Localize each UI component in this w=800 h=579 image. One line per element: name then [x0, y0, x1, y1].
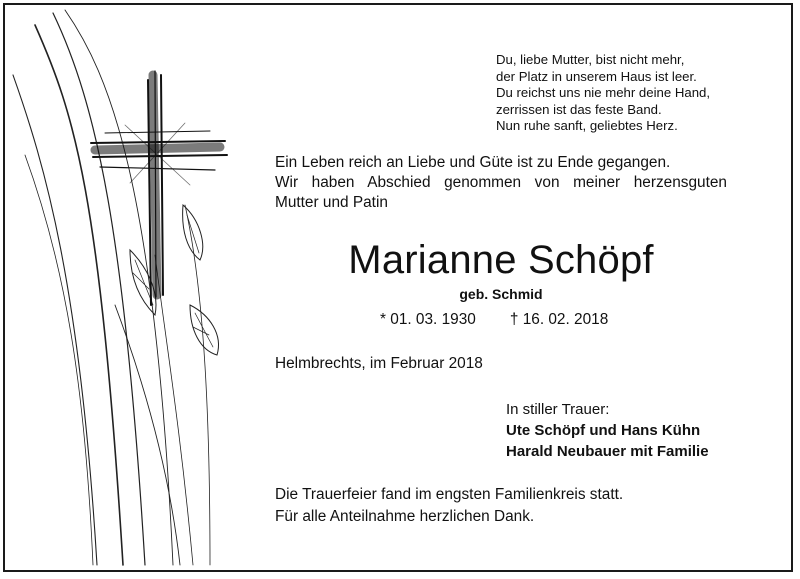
mourner-name: Ute Schöpf und Hans Kühn [506, 422, 701, 439]
closing-text [275, 484, 623, 528]
life-dates [380, 311, 608, 329]
birth-date: * 01. 03. 1930 [380, 311, 476, 328]
closing-line: Die Trauerfeier fand im engsten Familienkreis statt. [275, 486, 624, 503]
poem-line: Du, liebe Mutter, bist nicht mehr, [496, 52, 685, 67]
mourners-heading: In stiller Trauer: [506, 401, 610, 418]
intro-line: Mutter und Patin [275, 194, 388, 211]
cross-and-wheat-illustration [5, 5, 255, 570]
deceased-name: Marianne Schöpf [348, 238, 654, 282]
intro-line: Ein Leben reich an Liebe und Güte ist zu Ende gegangen. [275, 154, 671, 171]
memorial-poem [496, 52, 710, 135]
poem-line: Nun ruhe sanft, geliebtes Herz. [496, 118, 678, 134]
maiden-name: geb. Schmid [459, 286, 543, 302]
poem-line: der Platz in unserem Haus ist leer. [496, 68, 697, 84]
place-and-date: Helmbrechts, im Februar 2018 [275, 355, 483, 372]
mourners-block [506, 399, 709, 462]
poem-line: zerrissen ist das feste Band. [496, 101, 662, 117]
intro-line: Wir haben Abschied genommen von meiner herzensguten [275, 174, 727, 191]
poem-line: Du reichst uns nie mehr deine Hand, [496, 85, 711, 101]
mourner-name: Harald Neubauer mit Familie [506, 443, 709, 460]
death-date: † 16. 02. 2018 [509, 311, 609, 328]
closing-line: Für alle Anteilnahme herzlichen Dank. [275, 508, 535, 525]
intro-text [275, 153, 727, 213]
